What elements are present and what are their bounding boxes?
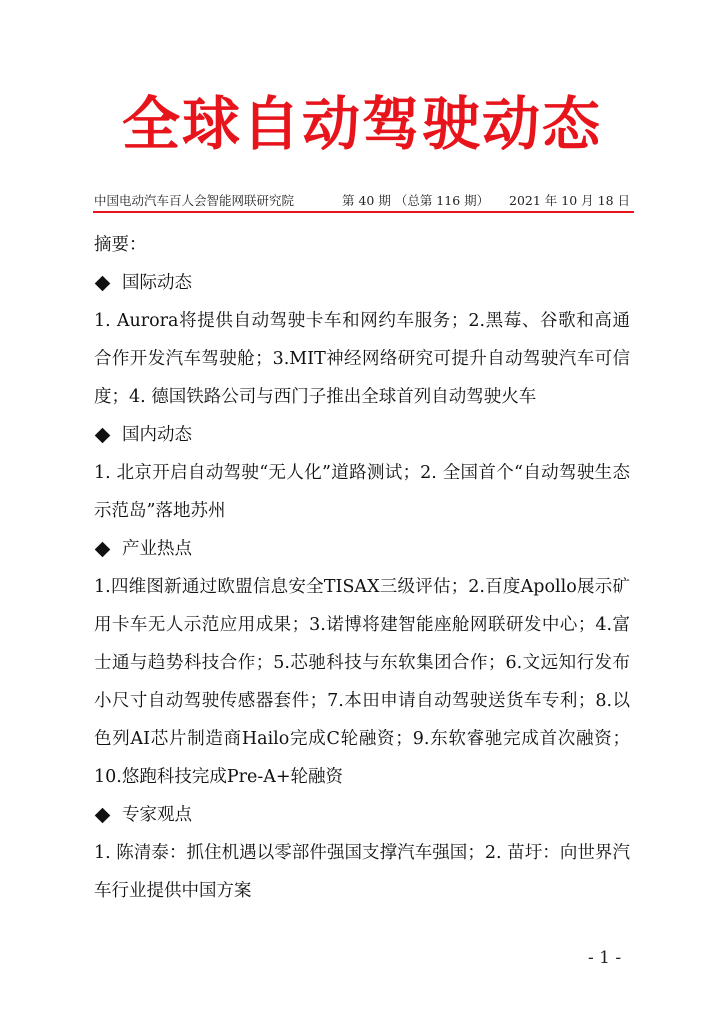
section-text-industry: 1.四维图新通过欧盟信息安全TISAX三级评估；2.百度Apollo展示矿用卡车无人示范应用成果；3.诺博将建智能座舱网联研发中心；4.富士通与趋势科技合作；5.芯驰科技与东软集团合作；6.文远知行发布小尺寸自动驾驶传感器套件；7.本田申请自动驾驶送货车专利；8.以色列AI芯片制造商Hailo完成C轮融资；9.东软睿驰完成首次融资；10.悠跑科技完成Pre-A+轮融资 — [94, 577, 630, 787]
section-heading-international — [94, 264, 630, 302]
section-heading-text: 国际动态 — [122, 273, 192, 293]
section-heading-industry — [94, 530, 630, 568]
section-heading-experts — [94, 796, 630, 834]
summary — [94, 226, 630, 910]
section-heading-text: 国内动态 — [122, 425, 192, 445]
diamond-bullet-icon — [95, 275, 111, 291]
section-heading-domestic — [94, 416, 630, 454]
organization-name: 中国电动汽车百人会智能网联研究院 — [94, 193, 295, 208]
section-text-international: 1. Aurora将提供自动驾驶卡车和网约车服务；2.黑莓、谷歌和高通合作开发汽车驾驶舱；3.MIT神经网络研究可提升自动驾驶汽车可信度；4. 德国铁路公司与西门子推出全球首列自动驾驶火车 — [94, 311, 630, 407]
issue-date: 2021 年 10 月 18 日 — [509, 193, 630, 208]
section-heading-text: 产业热点 — [122, 539, 192, 559]
diamond-bullet-icon — [95, 427, 111, 443]
page-number: - 1 - — [588, 948, 622, 968]
issue-number: 第 40 期 （总第 116 期） — [342, 193, 490, 208]
page-title: 全球自动驾驶动态 — [121, 90, 602, 158]
diamond-bullet-icon — [95, 807, 111, 823]
diamond-bullet-icon — [95, 541, 111, 557]
section-text-experts: 1. 陈清泰：抓住机遇以零部件强国支撑汽车强国；2. 苗圩：向世界汽车行业提供中国方案 — [94, 843, 630, 901]
header-divider — [93, 211, 634, 213]
summary-label: 摘要： — [94, 235, 147, 255]
section-text-domestic: 1. 北京开启自动驾驶“无人化”道路测试；2. 全国首个“自动驾驶生态示范岛”落地苏州 — [94, 463, 630, 521]
section-heading-text: 专家观点 — [122, 805, 192, 825]
